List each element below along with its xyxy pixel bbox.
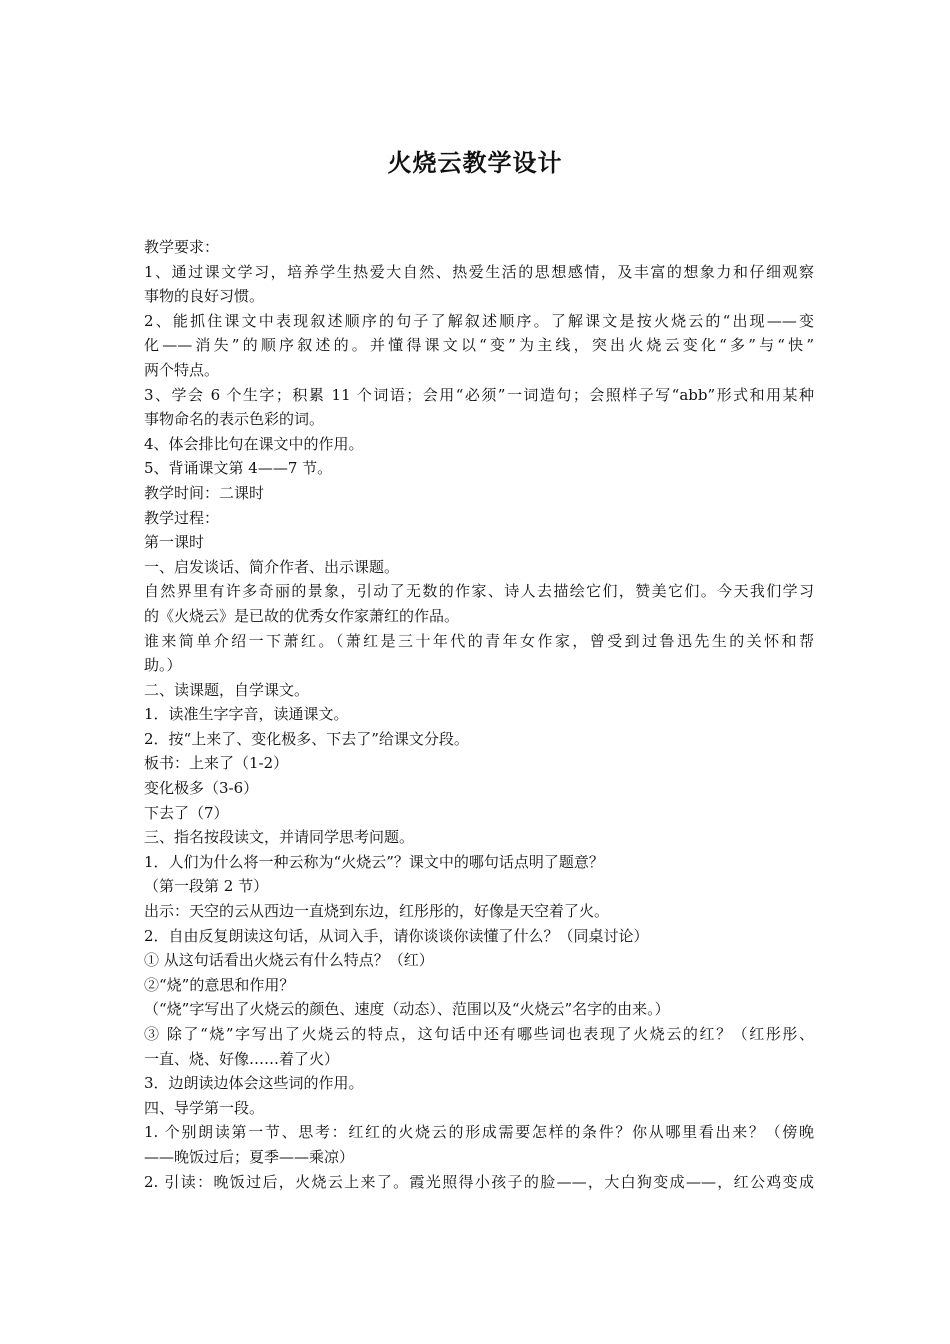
text-line: 四、导学第一段。 — [144, 1098, 265, 1117]
text-line: 2. 引读：晚饭过后，火烧云上来了。霞光照得小孩子的脸——，大白狗变成——，红公鸡变成 — [144, 1172, 814, 1191]
document-title: 火烧云教学设计 — [387, 148, 563, 177]
text-line: 的《火烧云》是已故的优秀女作家萧红的作品。 — [144, 606, 460, 625]
document-body — [144, 235, 814, 1194]
text-line: 2、能抓住课文中表现叙述顺序的句子了解叙述顺序。了解课文是按火烧云的“出现——变 — [144, 311, 814, 330]
text-line: 1．人们为什么将一种云称为“火烧云”？课文中的哪句话点明了题意？ — [144, 852, 604, 871]
text-line: 事物命名的表示色彩的词。 — [144, 410, 325, 429]
text-line: 教学过程： — [144, 508, 220, 527]
text-line: 3、学会 6 个生字；积累 11 个词语；会用“必须”一词造句；会照样子写“abb”形式和用某种 — [144, 385, 814, 404]
text-line: 1．读准生字字音，读通课文。 — [144, 705, 349, 724]
text-line: 事物的良好习惯。 — [144, 287, 265, 306]
text-line: 2．按“上来了、变化极多、下去了”给课文分段。 — [144, 729, 469, 748]
text-line: 5、背诵课文第 4——7 节。 — [144, 459, 333, 478]
text-line: 2．自由反复朗读这句话，从词入手，请你谈谈你读懂了什么？（同桌讨论） — [144, 926, 649, 945]
text-line: ③ 除了“烧”字写出了火烧云的特点，这句话中还有哪些词也表现了火烧云的红？（红彤彤、 — [144, 1025, 814, 1043]
text-line: 两个特点。 — [144, 360, 220, 379]
text-line: 第一课时 — [144, 533, 205, 552]
text-line: 教学要求： — [144, 238, 220, 256]
text-line: 1、通过课文学习，培养学生热爱大自然、热爱生活的思想感情，及丰富的想象力和仔细观察 — [144, 262, 814, 281]
text-line: 化——消失”的顺序叙述的。并懂得课文以“变”为主线，突出火烧云变化“多”与“快” — [144, 336, 814, 355]
text-line: 一直、烧、好像……着了火） — [144, 1049, 340, 1068]
text-line: ②“烧”的意思和作用？ — [144, 975, 295, 994]
text-line: 3．边朗读边体会这些词的作用。 — [144, 1074, 364, 1093]
text-line: ① 从这句话看出火烧云有什么特点？（红） — [144, 951, 434, 970]
text-line: 教学时间：二课时 — [144, 483, 265, 502]
text-line: 出示：天空的云从西边一直烧到东边，红彤彤的，好像是天空着了火。 — [144, 902, 610, 921]
text-line: 二、读课题，自学课文。 — [144, 680, 310, 699]
text-line: 下去了（7） — [144, 803, 229, 822]
text-line: 1. 个别朗读第一节、思考：红红的火烧云的形成需要怎样的条件？你从哪里看出来？（傍晚 — [144, 1123, 814, 1142]
text-line: 变化极多（3-6） — [144, 779, 259, 798]
text-line: 三、指名按段读文，并请同学思考问题。 — [144, 828, 415, 847]
text-line: 4、体会排比句在课文中的作用。 — [144, 434, 364, 453]
text-line: 自然界里有许多奇丽的景象，引动了无数的作家、诗人去描绘它们，赞美它们。今天我们学习 — [144, 582, 814, 601]
text-line: （第一段第 2 节） — [144, 877, 269, 896]
text-line: 一、启发谈话、简介作者、出示课题。 — [144, 557, 400, 576]
text-line: ——晚饭过后；夏季——乘凉） — [144, 1147, 355, 1166]
text-line: 谁来简单介绍一下萧红。（萧红是三十年代的青年女作家，曾受到过鲁迅先生的关怀和帮 — [144, 631, 814, 650]
text-line: 助。） — [144, 656, 182, 675]
text-line: （“烧”字写出了火烧云的颜色、速度（动态）、范围以及“火烧云”名字的由来。） — [144, 1000, 670, 1019]
text-line: 板书：上来了（1-2） — [144, 754, 289, 773]
